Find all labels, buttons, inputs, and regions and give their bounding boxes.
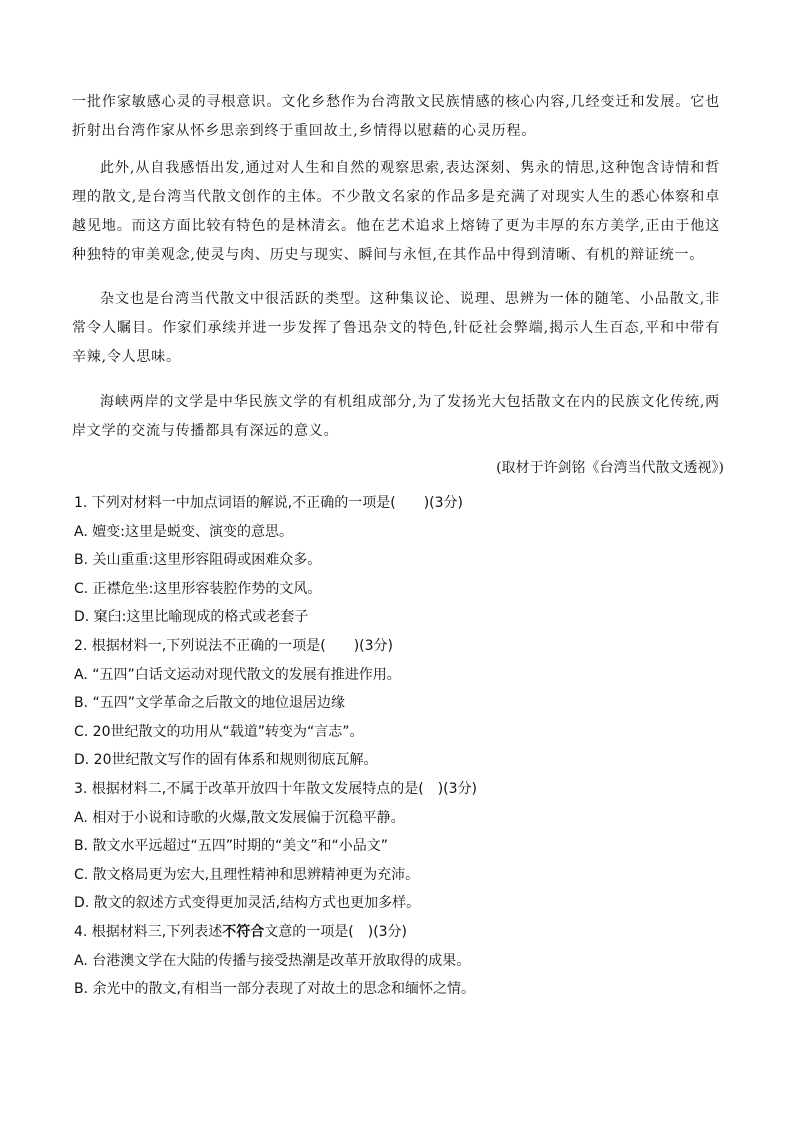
question-2-option-d: D. 20世纪散文写作的固有体系和规则彻底瓦解。 bbox=[74, 752, 378, 768]
question-4-stem-post: 文意的一项是( )(3分) bbox=[264, 924, 408, 940]
question-2-option-a: A. “五四”白话文运动对现代散文的发展有推进作用。 bbox=[74, 667, 401, 683]
passage-paragraph-1: 一批作家敏感心灵的寻根意识。文化乡愁作为台湾散文民族情感的核心内容,几经变迁和发展。它也折射出台湾作家从怀乡思亲到终于重回故土,乡情得以慰藉的心灵历程。 bbox=[72, 94, 720, 139]
question-3-option-c: C. 散文格局更为宏大,且理性精神和思辨精神更为充沛。 bbox=[74, 867, 420, 883]
question-2-option-c: C. 20世纪散文的功用从“载道”转变为“言志”。 bbox=[74, 724, 364, 740]
question-1-option-c: C. 正襟危坐:这里形容装腔作势的文风。 bbox=[74, 581, 322, 597]
question-3-stem: 3. 根据材料二,不属于改革开放四十年散文发展特点的是( )(3分) bbox=[74, 781, 478, 797]
question-4-option-a: A. 台港澳文学在大陆的传播与接受热潮是改革开放取得的成果。 bbox=[74, 953, 471, 969]
question-3-option-b: B. 散文水平远超过“五四”时期的“美文”和“小品文” bbox=[74, 838, 389, 854]
question-2-stem: 2. 根据材料一,下列说法不正确的一项是( )(3分) bbox=[74, 638, 394, 654]
question-3-option-d: D. 散文的叙述方式变得更加灵活,结构方式也更加多样。 bbox=[74, 895, 421, 911]
passage-source: (取材于许剑铭《台湾当代散文透视》) bbox=[496, 460, 724, 476]
question-3-option-a: A. 相对于小说和诗歌的火爆,散文发展偏于沉稳平静。 bbox=[74, 810, 405, 826]
question-2-option-b: B. “五四”文学革命之后散文的地位退居边缘 bbox=[74, 695, 346, 711]
question-1-option-d: D. 窠臼:这里比喻现成的格式或老套子 bbox=[74, 609, 309, 625]
question-1-stem: 1. 下列对材料一中加点词语的解说,不正确的一项是( )(3分) bbox=[74, 495, 464, 511]
question-1-option-b: B. 关山重重:这里形容阻碍或困难众多。 bbox=[74, 552, 322, 568]
question-4-stem bbox=[74, 919, 407, 945]
passage-paragraph-4: 海峡两岸的文学是中华民族文学的有机组成部分,为了发扬光大包括散文在内的民族文化传统,两岸文学的交流与传播都具有深远的意义。 bbox=[72, 394, 720, 439]
question-1-option-a: A. 嬗变:这里是蜕变、演变的意思。 bbox=[74, 524, 293, 540]
question-4-stem-pre: 4. 根据材料三,下列表述 bbox=[74, 924, 223, 940]
passage-paragraph-3: 杂文也是台湾当代散文中很活跃的类型。这种集议论、说理、思辨为一体的随笔、小品散文,非常令人瞩目。作家们承续并进一步发挥了鲁迅杂文的特色,针砭社会弊端,揭示人生百态,平和中带有辛辣,令人思味。 bbox=[72, 291, 720, 365]
question-4-stem-emphasis: 不符合 bbox=[222, 924, 265, 940]
question-4-option-b: B. 余光中的散文,有相当一部分表现了对故土的思念和缅怀之情。 bbox=[74, 981, 475, 997]
passage-paragraph-2: 此外,从自我感悟出发,通过对人生和自然的观察思索,表达深刻、隽永的情思,这种饱含诗情和哲理的散文,是台湾当代散文创作的主体。不少散文名家的作品多是充满了对现实人生的悉心体察和卓越见地。而这方面比较有特色的是林清玄。他在艺术追求上熔铸了更为丰厚的东方美学,正由于他这种独特的审美观念,使灵与肉、历史与现实、瞬间与永恒,在其作品中得到清晰、有机的辩证统一。 bbox=[72, 160, 720, 263]
